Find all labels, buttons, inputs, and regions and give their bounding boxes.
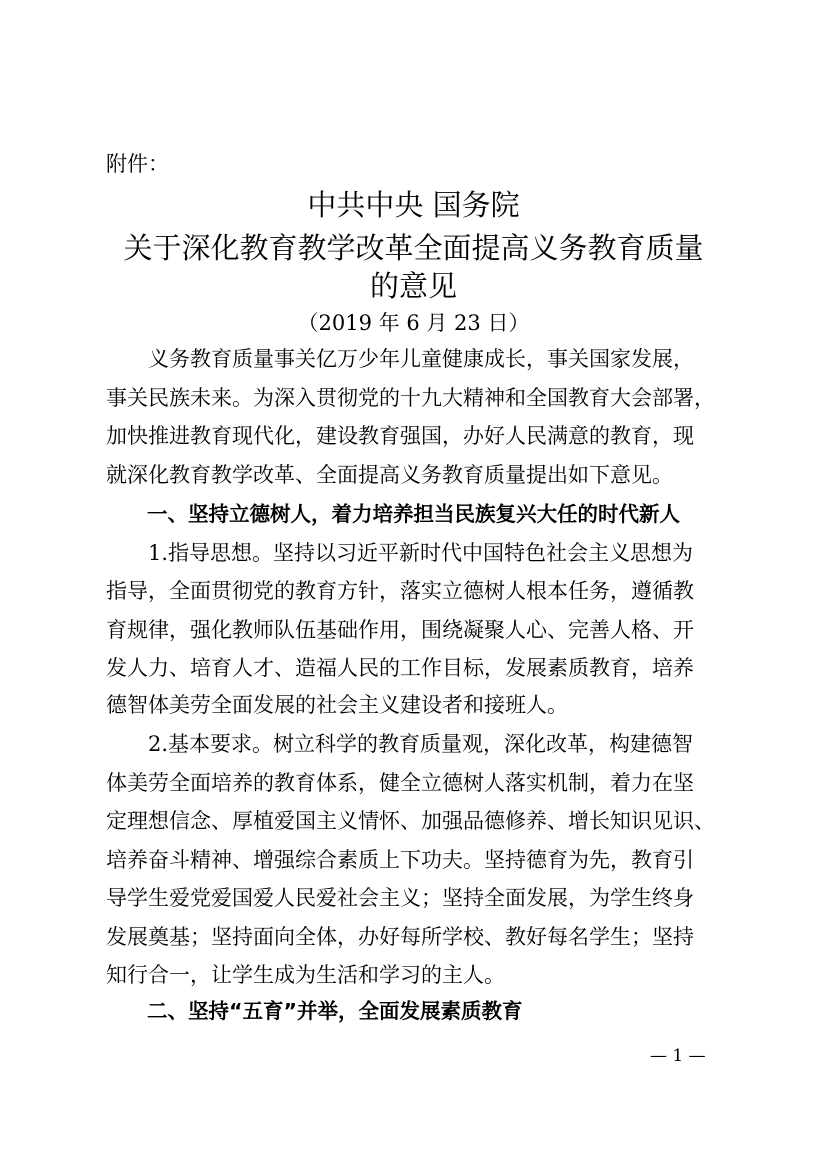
- body-line: 知行合一，让学生成为生活和学习的主人。: [106, 963, 505, 987]
- page-number: — 1 —: [650, 1046, 706, 1066]
- title-issuers: 中共中央 国务院: [307, 188, 520, 222]
- section-heading: 一、坚持立德树人，着力培养担当民族复兴大任的时代新人: [106, 502, 680, 526]
- body-line: 培养奋斗精神、增强综合素质上下功夫。坚持德育为先，教育引: [106, 848, 694, 872]
- body-line: 育规律，强化教师队伍基础作用，围绕凝聚人心、完善人格、开: [106, 618, 694, 642]
- body-line: 定理想信念、厚植爱国主义情怀、加强品德修养、增长知识见识、: [106, 809, 715, 833]
- body-line: 事关民族未来。为深入贯彻党的十九大精神和全国教育大会部署，: [106, 386, 715, 410]
- title-main-continued: 的意见: [369, 269, 457, 303]
- body-line: 发人力、培育人才、造福人民的工作目标，发展素质教育，培养: [106, 656, 694, 680]
- body-line: 体美劳全面培养的教育体系，健全立德树人落实机制，着力在坚: [106, 771, 694, 795]
- body-line: 指导，全面贯彻党的教育方针，落实立德树人根本任务，遵循教: [106, 579, 694, 603]
- body-line: 2.基本要求。树立科学的教育质量观，深化改革，构建德智: [106, 732, 694, 756]
- section-heading: 二、坚持“五育”并举，全面发展素质教育: [106, 999, 523, 1023]
- body-line: 发展奠基；坚持面向全体，办好每所学校、教好每名学生；坚持: [106, 925, 694, 949]
- body-line: 义务教育质量事关亿万少年儿童健康成长，事关国家发展，: [106, 347, 694, 371]
- title-main: 关于深化教育教学改革全面提高义务教育质量: [123, 231, 704, 265]
- body-line: 德智体美劳全面发展的社会主义建设者和接班人。: [106, 693, 568, 717]
- body-line: 导学生爱党爱国爱人民爱社会主义；坚持全面发展，为学生终身: [106, 886, 694, 910]
- body-line: 加快推进教育现代化，建设教育强国，办好人民满意的教育，现: [106, 424, 694, 448]
- document-date: （2019 年 6 月 23 日）: [297, 311, 530, 335]
- body-line: 1.指导思想。坚持以习近平新时代中国特色社会主义思想为: [106, 541, 694, 565]
- body-line: 就深化教育教学改革、全面提高义务教育质量提出如下意见。: [106, 463, 673, 487]
- attachment-label: 附件：: [106, 152, 169, 176]
